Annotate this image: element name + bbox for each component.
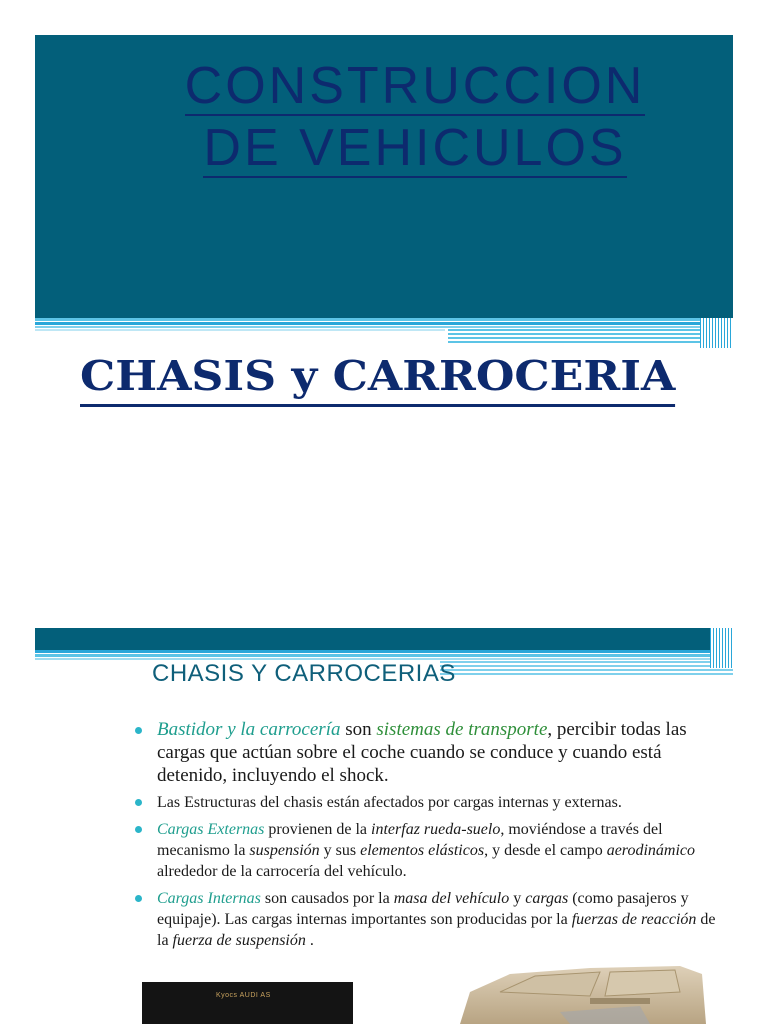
bullet-icon (135, 826, 142, 833)
text: son causados por la (260, 890, 394, 907)
car-body-illustration (440, 962, 708, 1024)
title-line-2: DE VEHICULOS (203, 119, 627, 177)
text: y sus (319, 842, 361, 859)
list-item (133, 792, 723, 813)
slide-title (35, 55, 768, 179)
slide2-title: CHASIS Y CARROCERIAS (152, 660, 456, 687)
term-highlight: sistemas de transporte (376, 719, 548, 740)
term-italic: interfaz rueda-suelo (371, 821, 501, 838)
title-line-1: CONSTRUCCION (184, 57, 646, 115)
text: y (509, 890, 526, 907)
term-italic: suspensión (249, 842, 320, 859)
term-highlight: Bastidor y la carrocería (157, 719, 341, 740)
list-item (133, 888, 723, 951)
text: , percibir todas las cargas que actúan sobre el coche cuando se conduce y cuando está detenido, incluyendo el shock. (157, 719, 687, 786)
text: . (305, 932, 314, 949)
bullet-icon (135, 727, 142, 734)
list-item (133, 819, 723, 882)
text: alrededor de la carrocería del vehículo. (157, 863, 407, 880)
bullet-icon (135, 895, 142, 902)
text: son (340, 719, 377, 740)
bullet-icon (135, 799, 142, 806)
bullet-list (133, 718, 723, 957)
list-item (133, 718, 723, 787)
vehicle-photo (142, 982, 353, 1024)
text: provienen de la (264, 821, 372, 838)
text: Las Estructuras del chasis están afectados por cargas internas y externas. (157, 794, 622, 811)
term-italic: cargas (525, 890, 569, 907)
slide-subtitle (80, 352, 676, 407)
text: de la (157, 911, 716, 949)
term-italic: masa del vehículo (393, 890, 510, 907)
photo-caption: Kyocs AUDI AS (216, 992, 271, 999)
subtitle-text: CHASIS y CARROCERIA (80, 352, 675, 407)
term-highlight: Cargas Internas (157, 890, 261, 907)
term-italic: fuerza de suspensión (172, 932, 306, 949)
text: , moviéndose a través del mecanismo la (157, 821, 663, 859)
term-highlight: Cargas Externas (157, 821, 265, 838)
text: , y desde el campo (484, 842, 607, 859)
text: (como pasajeros y equipaje). Las cargas internas importantes son producidas por la (157, 890, 689, 928)
term-italic: fuerzas de reacción (571, 911, 697, 928)
term-italic: aerodinámico (606, 842, 695, 859)
term-italic: elementos elásticos (360, 842, 485, 859)
slide2-banner (35, 628, 733, 650)
